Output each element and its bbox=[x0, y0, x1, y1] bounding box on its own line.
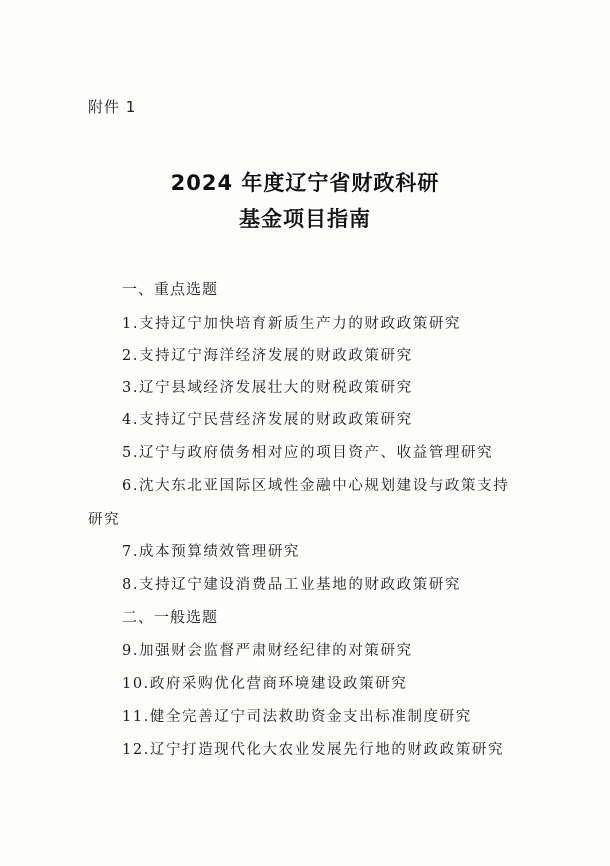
list-item: 1.支持辽宁加快培育新质生产力的财政政策研究 bbox=[122, 316, 462, 332]
section-heading-general-topics: 二、一般选题 bbox=[122, 608, 219, 626]
list-item: 8.支持辽宁建设消费品工业基地的财政政策研究 bbox=[122, 577, 462, 593]
attachment-label: 附件 1 bbox=[88, 98, 137, 116]
list-item: 9.加强财会监督严肃财经纪律的对策研究 bbox=[122, 643, 413, 659]
list-item: 11.健全完善辽宁司法救助资金支出标准制度研究 bbox=[122, 709, 472, 725]
list-item: 10.政府采购优化营商环境建设政策研究 bbox=[122, 676, 408, 692]
document-title: 2024 年度辽宁省财政科研 bbox=[170, 171, 440, 195]
list-item: 4.支持辽宁民营经济发展的财政政策研究 bbox=[122, 412, 413, 428]
document-subtitle: 基金项目指南 bbox=[239, 207, 371, 231]
list-item-continuation: 研究 bbox=[88, 512, 121, 528]
list-item: 12.辽宁打造现代化大农业发展先行地的财政政策研究 bbox=[122, 742, 505, 758]
list-item: 2.支持辽宁海洋经济发展的财政政策研究 bbox=[122, 348, 413, 364]
list-item: 5.辽宁与政府债务相对应的项目资产、收益管理研究 bbox=[122, 445, 494, 461]
section-heading-key-topics: 一、重点选题 bbox=[122, 280, 219, 298]
list-item: 3.辽宁县域经济发展壮大的财税政策研究 bbox=[122, 380, 413, 396]
list-item: 6.沈大东北亚国际区域性金融中心规划建设与政策支持 bbox=[122, 478, 510, 494]
list-item: 7.成本预算绩效管理研究 bbox=[122, 544, 301, 560]
